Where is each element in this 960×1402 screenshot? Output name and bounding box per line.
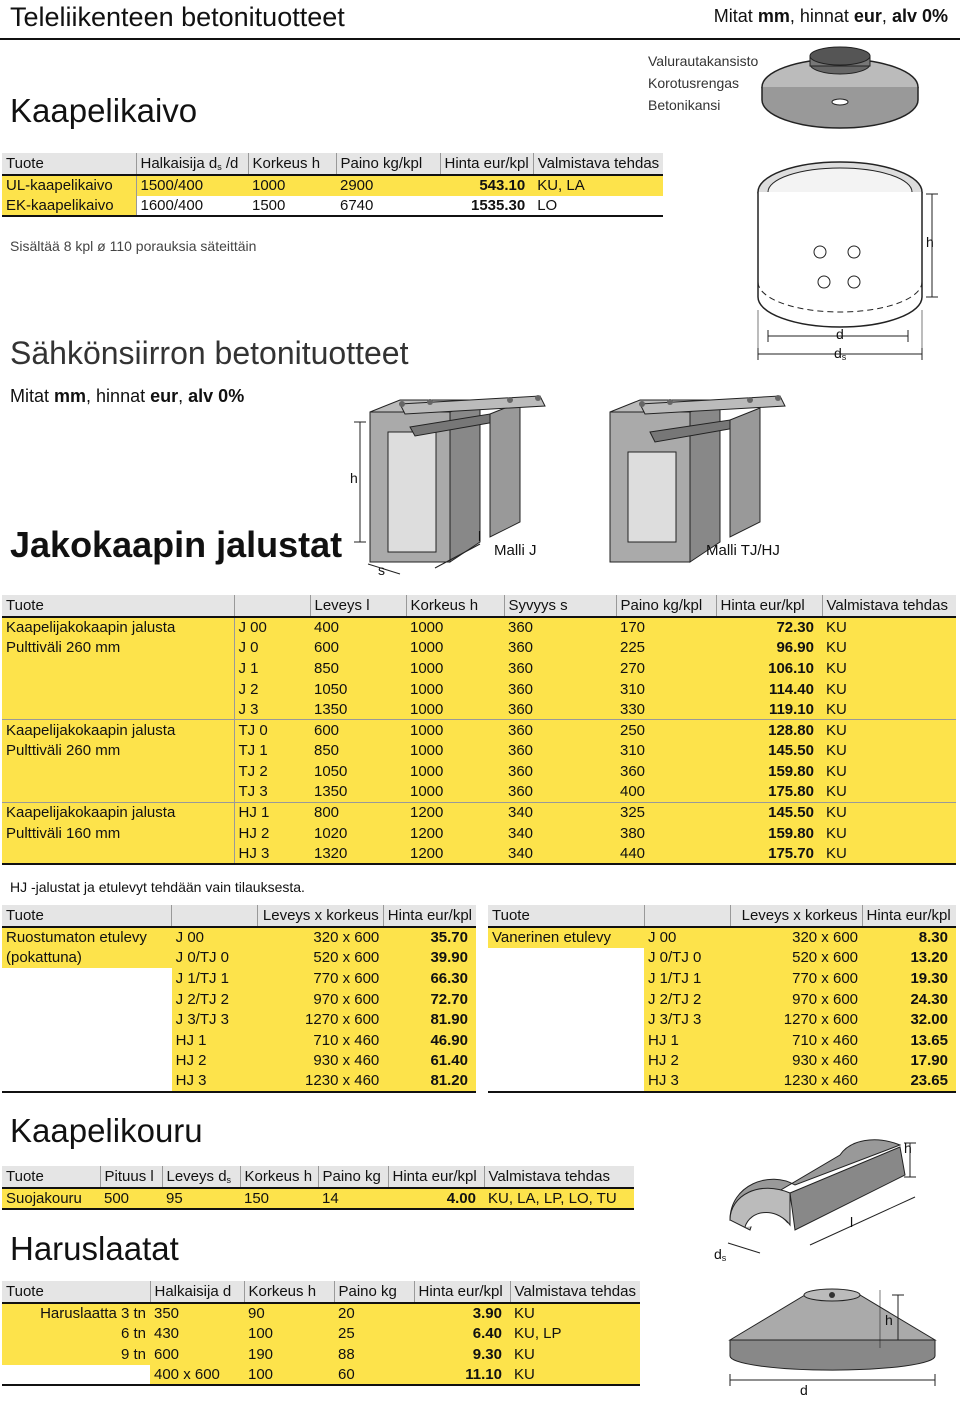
table-cell (2, 989, 172, 1010)
table-cell: KU (822, 782, 956, 803)
table-cell: 25 (334, 1324, 414, 1345)
column-header: Tuote (2, 153, 136, 175)
table-cell: 61.40 (383, 1051, 476, 1072)
haruslaatat-table (2, 1281, 640, 1386)
table-row (2, 1365, 640, 1386)
table-cell: HJ 1 (644, 1030, 730, 1051)
column-header: Hinta eur/kpl (716, 595, 822, 617)
table-cell: 88 (334, 1344, 414, 1365)
table-cell (2, 782, 234, 803)
column-header: Korkeus h (248, 153, 336, 175)
table-cell: KU (822, 638, 956, 659)
table-cell: 20 (334, 1303, 414, 1324)
table-cell (488, 1030, 644, 1051)
table-row (2, 1303, 640, 1324)
table-cell: 440 (616, 844, 716, 865)
table-cell: 66.30 (383, 968, 476, 989)
table-cell: 1000 (406, 741, 504, 762)
dim-label-ds: $d_s$ (714, 1246, 727, 1263)
table-cell: 1350 (310, 699, 406, 720)
column-header: Hinta eur/kpl (414, 1281, 510, 1303)
table-cell: 1270 x 600 (257, 1009, 383, 1030)
table-cell: KU (822, 802, 956, 823)
table-cell: 13.65 (862, 1030, 956, 1051)
table-cell: Pulttiväli 260 mm (2, 638, 234, 659)
column-header (172, 905, 258, 927)
section-title-haruslaatat: Haruslaatat (10, 1230, 179, 1267)
dim-label-h: h (926, 234, 934, 250)
table-cell: J 3/TJ 3 (172, 1009, 258, 1030)
table-cell: 60 (334, 1365, 414, 1386)
table-row (2, 761, 956, 782)
table-cell: 430 (150, 1324, 244, 1345)
table-row (2, 823, 956, 844)
table-cell: 17.90 (862, 1051, 956, 1072)
table-cell: 350 (150, 1303, 244, 1324)
table-cell (2, 1030, 172, 1051)
kaapelikaivo-note: Sisältää 8 kpl ø 110 porauksia säteittäin (10, 238, 257, 254)
column-header: Paino kg/kpl (336, 153, 440, 175)
table-cell: KU (822, 617, 956, 638)
table-row (2, 679, 956, 700)
table-cell: 360 (616, 761, 716, 782)
dim-label-h: h (350, 470, 358, 486)
table-cell: 600 (310, 720, 406, 741)
table-cell: 159.80 (716, 823, 822, 844)
table-cell: HJ 3 (234, 844, 310, 865)
table-row (2, 1344, 640, 1365)
table-row (2, 989, 476, 1010)
table-cell (2, 1009, 172, 1030)
part-label: Betonikansi (648, 97, 721, 113)
table-cell (2, 699, 234, 720)
table-cell: J 00 (234, 617, 310, 638)
table-cell: J 2/TJ 2 (644, 989, 730, 1010)
table-cell: 400 (310, 617, 406, 638)
column-header: Leveys $d_s$ (162, 1166, 240, 1188)
table-cell: 380 (616, 823, 716, 844)
table-cell (488, 968, 644, 989)
table-cell: 114.40 (716, 679, 822, 700)
table-cell: HJ 3 (644, 1071, 730, 1092)
column-header: Valmistava tehdas (510, 1281, 640, 1303)
column-header (234, 595, 310, 617)
table-cell: J 3/TJ 3 (644, 1009, 730, 1030)
dim-label-d: d (836, 326, 844, 342)
table-cell: 400 (616, 782, 716, 803)
table-cell: HJ 1 (172, 1030, 258, 1051)
table-cell: 1270 x 600 (730, 1009, 862, 1030)
column-header: Tuote (2, 595, 234, 617)
table-cell: 320 x 600 (730, 927, 862, 948)
column-header (644, 905, 730, 927)
table-cell: 360 (504, 741, 616, 762)
header-rule (0, 38, 960, 40)
table-cell: J 1/TJ 1 (172, 968, 258, 989)
table-cell: 970 x 600 (730, 989, 862, 1010)
table-cell: 360 (504, 782, 616, 803)
table-cell: 9 tn (2, 1344, 150, 1365)
table-cell: J 2/TJ 2 (172, 989, 258, 1010)
table-cell: 100 (244, 1324, 334, 1345)
sahko-units-note: Mitat mm, hinnat eur, alv 0% (10, 386, 245, 406)
table-cell: 710 x 460 (257, 1030, 383, 1051)
table-cell: 320 x 600 (257, 927, 383, 948)
table-cell: 19.30 (862, 968, 956, 989)
column-header: Tuote (2, 905, 172, 927)
table-cell: 8.30 (862, 927, 956, 948)
table-cell: 13.20 (862, 948, 956, 969)
table-cell: KU (822, 699, 956, 720)
dim-label-l: l (478, 528, 482, 544)
model-label-tj: Malli TJ/HJ (706, 542, 780, 559)
part-label: Korotusrengas (648, 75, 740, 91)
table-cell: HJ 3 (172, 1071, 258, 1092)
table-cell: TJ 1 (234, 741, 310, 762)
table-cell: 225 (616, 638, 716, 659)
model-label-j: Malli J (494, 542, 537, 559)
table-cell: 600 (310, 638, 406, 659)
table-cell: 106.10 (716, 658, 822, 679)
table-cell (488, 989, 644, 1010)
table-cell: 1000 (406, 679, 504, 700)
table-row (2, 927, 476, 948)
table-cell: 970 x 600 (257, 989, 383, 1010)
table-cell: 11.10 (414, 1365, 510, 1386)
table-cell: J 2 (234, 679, 310, 700)
table-cell: 360 (504, 699, 616, 720)
table-cell: Vanerinen etulevy (488, 927, 644, 948)
table-cell (488, 948, 644, 969)
table-cell: 325 (616, 802, 716, 823)
table-cell (2, 1365, 150, 1386)
table-cell: 100 (244, 1365, 334, 1386)
table-cell: (pokattuna) (2, 948, 172, 969)
table-cell: 250 (616, 720, 716, 741)
table-cell: 930 x 460 (730, 1051, 862, 1072)
table-cell: 32.00 (862, 1009, 956, 1030)
table-cell: 600 (150, 1344, 244, 1365)
table-cell: 310 (616, 741, 716, 762)
table-row: UL-kaapelikaivo 1500/400 1000 2900 543.10 KU, LA (2, 175, 663, 196)
column-header: Tuote (2, 1166, 100, 1188)
table-cell: 1200 (406, 802, 504, 823)
etulevy-right-body (488, 927, 956, 1092)
section-title-kaapelikaivo: Kaapelikaivo (10, 92, 198, 129)
table-cell: HJ 2 (644, 1051, 730, 1072)
table-cell: KU (822, 823, 956, 844)
table-cell: 3.90 (414, 1303, 510, 1324)
table-cell: 850 (310, 658, 406, 679)
section-title-sahkonsiirto: Sähkönsiirron betonituotteet (10, 335, 409, 371)
table-row (2, 720, 956, 741)
table-cell: 360 (504, 720, 616, 741)
table-cell: 360 (504, 638, 616, 659)
table-cell: 360 (504, 679, 616, 700)
table-row (488, 968, 956, 989)
table-cell (2, 968, 172, 989)
table-cell: 340 (504, 844, 616, 865)
cable-trough-diagram (700, 1135, 940, 1275)
table-cell: J 0/TJ 0 (644, 948, 730, 969)
table-cell: 340 (504, 823, 616, 844)
table-cell: TJ 2 (234, 761, 310, 782)
table-cell: Pulttiväli 260 mm (2, 741, 234, 762)
haruslaatat-body (2, 1303, 640, 1385)
column-header: Leveys l (310, 595, 406, 617)
column-header: Hinta eur/kpl (383, 905, 476, 927)
section-title-kaapelikouru: Kaapelikouru (10, 1112, 203, 1149)
table-cell: 6.40 (414, 1324, 510, 1345)
column-header: Halkaisija d (150, 1281, 244, 1303)
table-cell: Haruslaatta 3 tn (2, 1303, 150, 1324)
etulevy-left-table (2, 905, 476, 1093)
table-cell: 1000 (406, 720, 504, 741)
table-cell: 1230 x 460 (257, 1071, 383, 1092)
table-cell: J 00 (172, 927, 258, 948)
table-cell: 360 (504, 658, 616, 679)
table-cell (488, 1071, 644, 1092)
table-cell: 96.90 (716, 638, 822, 659)
table-cell: 770 x 600 (257, 968, 383, 989)
column-header: Leveys x korkeus (730, 905, 862, 927)
jakokaappi-table-body (2, 617, 956, 864)
table-cell: 1350 (310, 782, 406, 803)
table-cell: Kaapelijakokaapin jalusta (2, 720, 234, 741)
table-cell: 145.50 (716, 741, 822, 762)
table-row: EK-kaapelikaivo 1600/400 1500 6740 1535.30 LO (2, 196, 663, 217)
table-cell: 1000 (406, 617, 504, 638)
table-cell: J 0/TJ 0 (172, 948, 258, 969)
table-cell: KU (510, 1344, 640, 1365)
table-cell: 710 x 460 (730, 1030, 862, 1051)
column-header: Tuote (488, 905, 644, 927)
etulevy-right-table (488, 905, 956, 1093)
dim-label-h: h (904, 1140, 912, 1156)
table-cell: 310 (616, 679, 716, 700)
table-cell: KU (822, 761, 956, 782)
table-cell (2, 1071, 172, 1092)
column-header: Hinta eur/kpl (440, 153, 533, 175)
table-row (2, 968, 476, 989)
table-cell: 1050 (310, 761, 406, 782)
table-cell: KU (510, 1365, 640, 1386)
table-cell: J 3 (234, 699, 310, 720)
table-cell: 1320 (310, 844, 406, 865)
table-cell: J 00 (644, 927, 730, 948)
table-cell: J 1/TJ 1 (644, 968, 730, 989)
table-row (2, 741, 956, 762)
jakokaappi-table (2, 595, 956, 865)
table-cell: 46.90 (383, 1030, 476, 1051)
table-cell: 270 (616, 658, 716, 679)
table-cell: 1020 (310, 823, 406, 844)
column-header: Paino kg/kpl (616, 595, 716, 617)
dim-label-d: d (800, 1382, 808, 1398)
table-cell: 24.30 (862, 989, 956, 1010)
table-cell: 6 tn (2, 1324, 150, 1345)
table-cell: Pulttiväli 160 mm (2, 823, 234, 844)
table-row (2, 658, 956, 679)
etulevy-left-body (2, 927, 476, 1092)
table-cell: TJ 3 (234, 782, 310, 803)
table-cell: KU (822, 741, 956, 762)
table-cell: 81.90 (383, 1009, 476, 1030)
table-cell: Ruostumaton etulevy (2, 927, 172, 948)
table-row (2, 617, 956, 638)
table-cell: KU, LP (510, 1324, 640, 1345)
table-cell: J 0 (234, 638, 310, 659)
table-cell: 175.70 (716, 844, 822, 865)
table-cell: Kaapelijakokaapin jalusta (2, 802, 234, 823)
table-cell: 1200 (406, 823, 504, 844)
table-cell (488, 1051, 644, 1072)
table-cell: 360 (504, 617, 616, 638)
column-header: Hinta eur/kpl (388, 1166, 484, 1188)
table-row (488, 1030, 956, 1051)
table-row (2, 948, 476, 969)
table-cell: 72.30 (716, 617, 822, 638)
table-cell: 1050 (310, 679, 406, 700)
table-cell: HJ 1 (234, 802, 310, 823)
table-cell: 520 x 600 (730, 948, 862, 969)
kaapelikouru-table (2, 1166, 634, 1210)
table-cell (2, 679, 234, 700)
table-cell: 81.20 (383, 1071, 476, 1092)
guy-plate-diagram (720, 1280, 950, 1395)
table-cell: 360 (504, 761, 616, 782)
table-row (2, 1009, 476, 1030)
table-cell: TJ 0 (234, 720, 310, 741)
table-cell: 1000 (406, 761, 504, 782)
table-cell: 72.70 (383, 989, 476, 1010)
column-header: Paino kg (318, 1166, 388, 1188)
column-header: Paino kg (334, 1281, 414, 1303)
dim-label-s: s (378, 562, 385, 578)
manhole-diagram (750, 42, 950, 372)
table-cell: 159.80 (716, 761, 822, 782)
table-cell: 128.80 (716, 720, 822, 741)
table-cell: 170 (616, 617, 716, 638)
table-row (488, 1009, 956, 1030)
column-header: Korkeus h (406, 595, 504, 617)
column-header: Leveys x korkeus (257, 905, 383, 927)
table-cell: 1000 (406, 699, 504, 720)
table-row: Suojakouru 500 95 150 14 4.00 KU, LA, LP, LO, TU (2, 1188, 634, 1209)
table-cell: 330 (616, 699, 716, 720)
table-cell: 1230 x 460 (730, 1071, 862, 1092)
table-row (2, 782, 956, 803)
table-cell: KU (822, 844, 956, 865)
table-cell: KU (822, 679, 956, 700)
table-cell: HJ 2 (234, 823, 310, 844)
table-cell: Kaapelijakokaapin jalusta (2, 617, 234, 638)
table-cell (2, 761, 234, 782)
column-header: Syvyys s (504, 595, 616, 617)
table-cell: 930 x 460 (257, 1051, 383, 1072)
table-row (488, 989, 956, 1010)
table-row (2, 844, 956, 865)
table-cell: KU (822, 720, 956, 741)
dim-label-ds: $d_s$ (834, 345, 847, 362)
table-cell: 23.65 (862, 1071, 956, 1092)
table-cell: 770 x 600 (730, 968, 862, 989)
table-cell: 800 (310, 802, 406, 823)
column-header: Korkeus h (244, 1281, 334, 1303)
table-row (2, 1324, 640, 1345)
table-cell: 35.70 (383, 927, 476, 948)
table-cell: HJ 2 (172, 1051, 258, 1072)
table-cell: 340 (504, 802, 616, 823)
column-header: Valmistava tehdas (484, 1166, 634, 1188)
table-row (488, 1071, 956, 1092)
table-cell: 39.90 (383, 948, 476, 969)
table-cell: 90 (244, 1303, 334, 1324)
table-cell (2, 844, 234, 865)
table-cell (488, 1009, 644, 1030)
table-row (2, 1051, 476, 1072)
table-row (488, 927, 956, 948)
column-header: Pituus l (100, 1166, 162, 1188)
table-cell: KU (510, 1303, 640, 1324)
table-cell (2, 1051, 172, 1072)
table-cell: KU (822, 658, 956, 679)
table-cell: 520 x 600 (257, 948, 383, 969)
table-row (488, 948, 956, 969)
column-header: Korkeus h (240, 1166, 318, 1188)
table-cell: 1000 (406, 658, 504, 679)
table-cell: 850 (310, 741, 406, 762)
column-header: Valmistava tehdas (533, 153, 663, 175)
dim-label-h: h (885, 1312, 893, 1328)
table-cell: 1000 (406, 782, 504, 803)
header-units-note: Mitat mm, hinnat eur, alv 0% (713, 6, 948, 26)
table-row (488, 1051, 956, 1072)
table-cell: 1200 (406, 844, 504, 865)
table-cell: 145.50 (716, 802, 822, 823)
table-cell: 190 (244, 1344, 334, 1365)
column-header: Halkaisija $d_s$ /d (136, 153, 248, 175)
dim-label-l: l (850, 1214, 854, 1230)
table-cell: 119.10 (716, 699, 822, 720)
jakokaappi-note: HJ -jalustat ja etulevyt tehdään vain tilauksesta. (10, 879, 305, 895)
column-header: Valmistava tehdas (822, 595, 956, 617)
table-cell: 1000 (406, 638, 504, 659)
part-label: Valurautakansisto (648, 53, 759, 69)
table-row (2, 638, 956, 659)
column-header: Hinta eur/kpl (862, 905, 956, 927)
table-row (2, 802, 956, 823)
table-cell: 175.80 (716, 782, 822, 803)
table-row (2, 1071, 476, 1092)
table-cell (2, 658, 234, 679)
kaapelikaivo-table (2, 153, 663, 217)
page-title: Teleliikenteen betonituotteet (10, 2, 345, 32)
table-cell: J 1 (234, 658, 310, 679)
column-header: Tuote (2, 1281, 150, 1303)
table-row (2, 699, 956, 720)
section-title-jakokaappi: Jakokaapin jalustat (10, 524, 343, 565)
table-cell: 400 x 600 (150, 1365, 244, 1386)
table-row (2, 1030, 476, 1051)
table-cell: 9.30 (414, 1344, 510, 1365)
